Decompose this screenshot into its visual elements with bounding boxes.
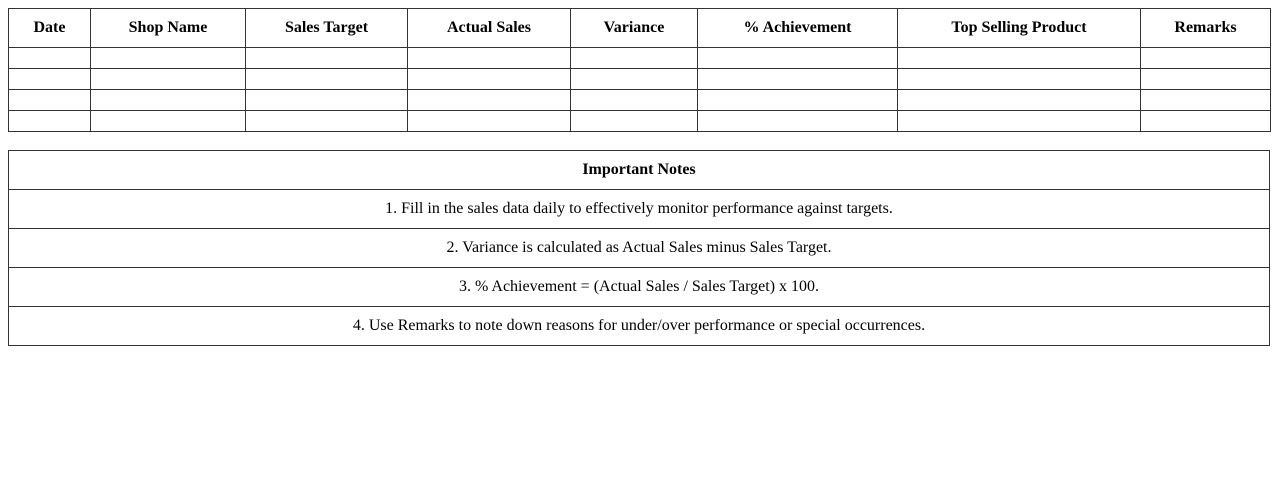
table-cell[interactable] [571, 111, 698, 132]
table-header-row [9, 9, 1271, 48]
notes-header-row [9, 151, 1270, 190]
table-cell[interactable] [9, 48, 91, 69]
table-row [9, 90, 1271, 111]
table-cell[interactable] [408, 90, 571, 111]
table-cell[interactable] [9, 90, 91, 111]
table-cell[interactable] [91, 90, 246, 111]
table-cell[interactable] [898, 90, 1141, 111]
table-cell[interactable] [698, 90, 898, 111]
table-cell[interactable] [698, 48, 898, 69]
table-cell[interactable] [1141, 90, 1271, 111]
table-cell[interactable] [246, 69, 408, 90]
header-remarks: Remarks [1141, 9, 1271, 48]
note-row [9, 229, 1270, 268]
table-cell[interactable] [898, 48, 1141, 69]
table-cell[interactable] [408, 48, 571, 69]
notes-title: Important Notes [9, 151, 1270, 190]
header-sales-target: Sales Target [246, 9, 408, 48]
header-shop-name: Shop Name [91, 9, 246, 48]
table-cell[interactable] [1141, 48, 1271, 69]
table-cell[interactable] [408, 69, 571, 90]
note-item: 4. Use Remarks to note down reasons for under/over performance or special occurrences. [9, 307, 1270, 346]
table-cell[interactable] [571, 90, 698, 111]
table-cell[interactable] [91, 111, 246, 132]
table-row [9, 48, 1271, 69]
table-cell[interactable] [1141, 69, 1271, 90]
table-cell[interactable] [91, 69, 246, 90]
table-cell[interactable] [246, 111, 408, 132]
table-row [9, 69, 1271, 90]
note-item: 3. % Achievement = (Actual Sales / Sales Target) x 100. [9, 268, 1270, 307]
table-cell[interactable] [9, 111, 91, 132]
table-row [9, 111, 1271, 132]
important-notes-table [8, 150, 1270, 346]
header-date: Date [9, 9, 91, 48]
note-item: 1. Fill in the sales data daily to effectively monitor performance against targets. [9, 190, 1270, 229]
table-cell[interactable] [898, 111, 1141, 132]
header-achievement: % Achievement [698, 9, 898, 48]
header-actual-sales: Actual Sales [408, 9, 571, 48]
note-row [9, 307, 1270, 346]
table-cell[interactable] [698, 111, 898, 132]
table-cell[interactable] [91, 48, 246, 69]
table-cell[interactable] [571, 69, 698, 90]
table-cell[interactable] [1141, 111, 1271, 132]
note-row [9, 268, 1270, 307]
table-cell[interactable] [408, 111, 571, 132]
sales-tracking-table [8, 8, 1271, 132]
note-row [9, 190, 1270, 229]
header-top-selling-product: Top Selling Product [898, 9, 1141, 48]
table-cell[interactable] [698, 69, 898, 90]
note-item: 2. Variance is calculated as Actual Sales minus Sales Target. [9, 229, 1270, 268]
table-cell[interactable] [246, 48, 408, 69]
table-cell[interactable] [898, 69, 1141, 90]
table-cell[interactable] [571, 48, 698, 69]
header-variance: Variance [571, 9, 698, 48]
table-cell[interactable] [246, 90, 408, 111]
table-cell[interactable] [9, 69, 91, 90]
